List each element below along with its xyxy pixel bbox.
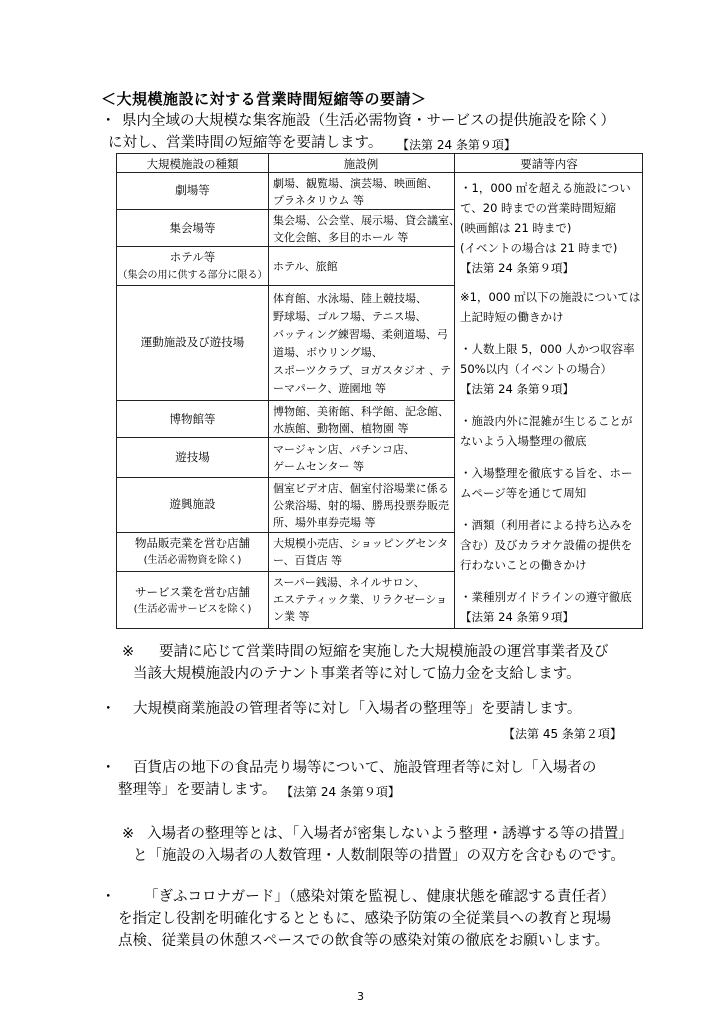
row-divider <box>117 246 454 247</box>
facility-type-note: (生活必需サービスを除く) <box>133 604 252 615</box>
bullet4-line-1: 「ぎふコロナガード」（感染対策を監視し、健康状態を確認する責任者） <box>144 889 615 905</box>
note2-line-2: と「施設の入場者の人数管理・人数制限等の措置」の双方を含むものです。 <box>133 848 625 864</box>
row-divider <box>117 477 454 478</box>
note2-line-1: 入場者の整理等とは、「入場者が密集しないよう整理・誘導する等の措置」 <box>147 826 633 842</box>
facility-examples: マージャン店、パチンコ店、 ゲームセンター 等 <box>273 443 416 473</box>
row-divider <box>117 437 454 438</box>
facility-type: ホテル等 <box>169 250 216 264</box>
page-number: 3 <box>357 990 364 1003</box>
facility-examples: スーパー銭湯、ネイルサロン、 エステティック業、リラクゼーショ ン業 等 <box>273 576 448 623</box>
section-heading: ＜大規模施設に対する営業時間短縮等の要請＞ <box>101 90 427 108</box>
header-type: 大規模施設の種類 <box>146 157 239 171</box>
bullet4-line-2: を指定し役割を明確化するとともに、感染予防策の全従業員への教育と現場 <box>118 911 611 927</box>
column-divider <box>268 154 269 628</box>
note1-line-2: 当該大規模施設内のテナント事業者等に対して協力金を支給します。 <box>133 666 581 682</box>
bullet3-ref: 【法第 24 条第９項】 <box>281 785 400 799</box>
facility-examples: 博物館、美術館、科学館、記念館、 水族館、動物園、植物園 等 <box>273 405 449 435</box>
facility-type: 博物館等 <box>169 412 216 426</box>
note1-line-1: 要請に応じて営業時間の短縮を実施した大規模施設の運営事業者及び <box>159 644 609 660</box>
bullet-mark: ・ <box>101 760 116 776</box>
facility-table <box>116 153 643 629</box>
facility-examples: 劇場、観覧場、演芸場、映画館、 プラネタリウム 等 <box>273 177 438 207</box>
facility-type: 集会場等 <box>169 221 216 235</box>
bullet3-line-1: 百貨店の地下の食品売り場等について、施設管理者等に対し「入場者の <box>133 760 597 776</box>
facility-type: 遊興施設 <box>169 497 216 511</box>
intro-ref: 【法第 24 条第９項】 <box>397 138 516 152</box>
facility-type-note: (生活必需物資を除く) <box>143 555 242 566</box>
header-requests: 要請等内容 <box>520 157 578 171</box>
facility-examples: 個室ビデオ店、個室付浴場業に係る 公衆浴場、射的場、勝馬投票券販売 所、場外車券売場 等 <box>273 482 449 529</box>
bullet-mark: ・ <box>101 889 116 905</box>
row-divider <box>117 571 454 572</box>
row-divider <box>117 400 454 401</box>
bullet-mark: ・ <box>101 113 116 129</box>
facility-type-note: （集会の用に供する部分に限る） <box>117 270 268 281</box>
bullet4-line-3: 点検、従業員の休憩スペースでの飲食等の感染対策の徹底をお願いします。 <box>118 933 610 949</box>
bullet-mark: ・ <box>101 701 116 717</box>
facility-type: 物品販売業を営む店舗 <box>135 536 250 550</box>
bullet2-ref: 【法第 45 条第２項】 <box>503 727 622 741</box>
facility-type: 遊技場 <box>175 450 210 464</box>
intro-line-2: に対し、営業時間の短縮等を要請します。 <box>108 135 383 151</box>
note-mark: ※ <box>122 826 135 842</box>
facility-type: 劇場等 <box>175 183 210 197</box>
header-divider <box>117 172 642 173</box>
facility-examples: 集会場、公会堂、展示場、貸会議室、 文化会館、多目的ホール 等 <box>273 214 460 244</box>
facility-type: 運動施設及び遊技場 <box>140 335 245 349</box>
facility-type: サービス業を営む店舗 <box>135 585 250 599</box>
bullet2-line-1: 大規模商業施設の管理者等に対し「入場者の整理等」を要請します。 <box>133 701 582 717</box>
intro-line-1: 県内全域の大規模な集客施設（生活必需物資・サービスの提供施設を除く） <box>122 113 615 129</box>
facility-examples: 体育館、水泳場、陸上競技場、 野球場、ゴルフ場、テニス場、 バッティング練習場、柔剣道場、弓 道場、ボウリング場、 スポーツクラブ、ヨガスタジオ 、テ ーマパーク、遊園地 等 <box>273 292 452 395</box>
facility-examples: ホテル、旅館 <box>273 260 338 273</box>
note-mark: ※ <box>122 644 135 660</box>
request-details: ・1，000 ㎡を超える施設につい て、20 時までの営業時間短縮 (映画館は 21 時まで) (イベントの場合は 21 時まで) 【法第 24 条第９項】 ※1，000 ㎡以下の施設については 上記時短の働きかけ ・人数上限 5，000 人かつ収容率 50%以内（イベントの場合） 【法第 24 条第９項】 ・施設内外に混雑が生じることが ないよう入場整理の徹底 ・入場整理を徹底する旨を、ホー ムページ等を通じて周知 ・酒類（利用者による持ち込みを 含む）及びカラオケ設備の提供を 行わないことの働きかけ ・業種別ガイドラインの遵守徹底 【法第 24 条第９項】 <box>460 181 641 624</box>
row-divider <box>117 209 454 210</box>
bullet3-line-2: 整理等」を要請します。 <box>118 782 277 798</box>
facility-examples: 大規模小売店、ショッピングセンタ ー、百貨店 等 <box>273 537 449 567</box>
row-divider <box>117 532 454 533</box>
header-examples: 施設例 <box>343 157 379 171</box>
row-divider <box>117 285 454 286</box>
